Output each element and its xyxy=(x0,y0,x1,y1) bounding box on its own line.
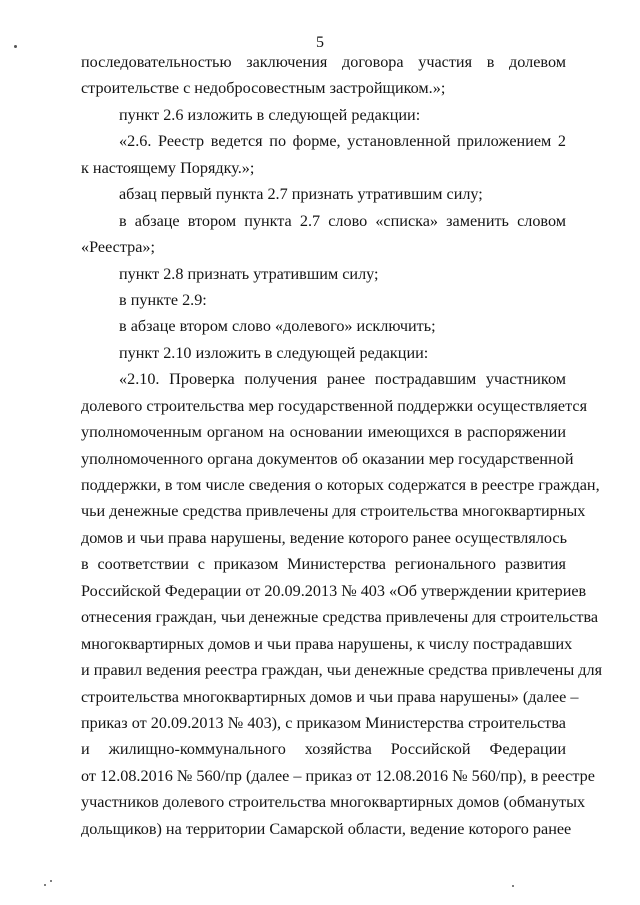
text-line: строительстве с недобросовестным застройщиком.»; xyxy=(81,79,446,98)
text-line: в абзаце втором пункта 2.7 слово «списка» заменить словом xyxy=(119,211,566,230)
text-line: и жилищно-коммунального хозяйства Российской Федерации xyxy=(81,740,566,759)
text-line: многоквартирных домов и чьи права нарушены, к числу пострадавших xyxy=(81,634,573,653)
text-line: долевого строительства мер государственной поддержки осуществляется xyxy=(81,396,588,415)
text-line: пункт 2.8 признать утратившим силу; xyxy=(119,264,379,283)
text-line: в абзаце втором слово «долевого» исключить; xyxy=(119,317,436,336)
scan-speck xyxy=(14,45,17,48)
text-line: абзац первый пункта 2.7 признать утратившим силу; xyxy=(119,185,483,204)
text-line: «2.10. Проверка получения ранее пострадавшим участником xyxy=(119,370,566,389)
text-line: уполномоченным органом на основании имеющихся в распоряжении xyxy=(81,423,566,442)
text-line: поддержки, в том числе сведения о которых содержатся в реестре граждан, xyxy=(81,476,600,494)
text-line: пункт 2.10 изложить в следующей редакции: xyxy=(119,343,429,362)
text-line: отнесения граждан, чьи денежные средства привлечены для строительства xyxy=(81,608,599,627)
document-body xyxy=(81,49,603,842)
text-line: «Реестра»; xyxy=(81,238,155,257)
text-line: последовательностью заключения договора участия в долевом xyxy=(81,53,566,71)
text-line: от 12.08.2016 № 560/пр (далее – приказ от 12.08.2016 № 560/пр), в реестре xyxy=(81,766,595,785)
scan-speck xyxy=(512,885,514,887)
text-line: к настоящему Порядку.»; xyxy=(81,158,255,177)
text-line: Российской Федерации от 20.09.2013 № 403 «Об утверждении критериев xyxy=(81,581,587,600)
text-line: дольщиков) на территории Самарской области, ведение которого ранее xyxy=(81,819,572,838)
text-line: приказ от 20.09.2013 № 403), с приказом Министерства строительства xyxy=(81,713,566,732)
scan-speck xyxy=(50,880,52,882)
text-line: уполномоченного органа документов об оказании мер государственной xyxy=(81,449,574,468)
text-line: чьи денежные средства привлечены для строительства многоквартирных xyxy=(81,502,586,521)
text-line: строительства многоквартирных домов и чьи права нарушены» (далее – xyxy=(81,687,579,706)
text-line: «2.6. Реестр ведется по форме, установленной приложением 2 xyxy=(119,132,566,151)
text-line: и правил ведения реестра граждан, чьи денежные средства привлечены для xyxy=(81,661,603,680)
text-line: пункт 2.6 изложить в следующей редакции: xyxy=(119,105,421,124)
text-line: участников долевого строительства многоквартирных домов (обманутых xyxy=(81,793,586,812)
text-line: в соответствии с приказом Министерства регионального развития xyxy=(81,555,566,574)
page-number: 5 xyxy=(316,34,324,51)
scan-speck xyxy=(44,884,46,886)
text-line: в пункте 2.9: xyxy=(119,290,207,309)
text-line: домов и чьи права нарушены, ведение которого ранее осуществлялось xyxy=(81,528,567,547)
